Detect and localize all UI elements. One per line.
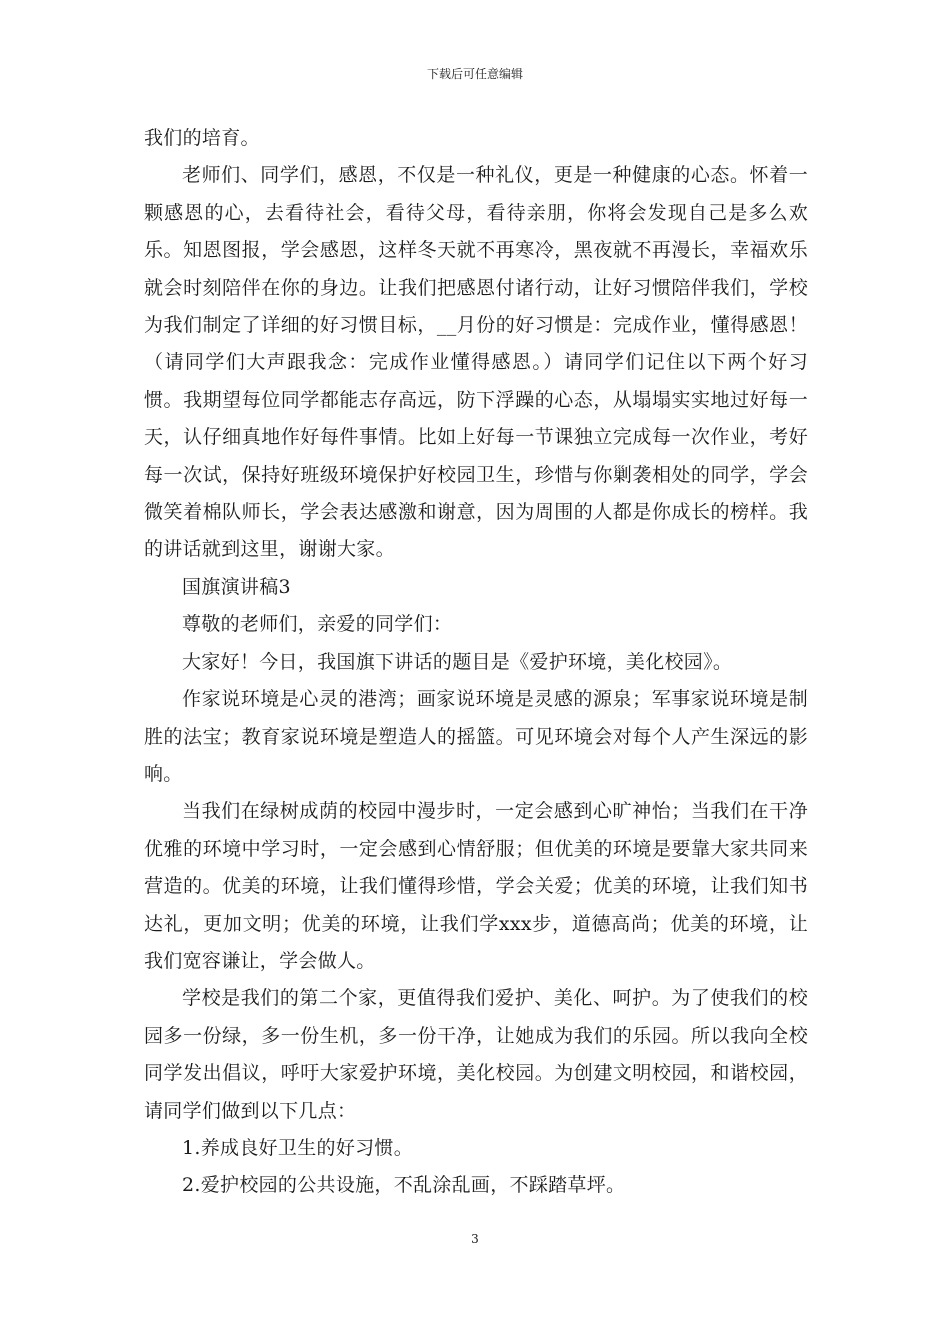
page-number: 3 (471, 1232, 479, 1246)
page-header: 下载后可任意编辑 (426, 67, 523, 81)
list-item-1: 1.养成良好卫生的好习惯。 (182, 1136, 414, 1159)
paragraph-gratitude: 老师们、同学们，感恩，不仅是一种礼仪，更是一种健康的心态。怀着一颗感恩的心，去看待社会，看待父母，看待亲朋，你将会发现自己是多么欢乐。知恩图报，学会感恩，这样冬天就不再寒冷，黑夜就不再漫长，幸福欢乐就会时刻陪伴在你的身边。让我们把感恩付诸行动，让好习惯陪伴我们，学校为我们制定了详细的好习惯目标，__月份的好习惯是：完成作业，懂得感恩！（请同学们大声跟我念：完成作业懂得感恩。）请同学们记住以下两个好习惯。我期望每位同学都能志存高远，防下浮躁的心态，从塌塌实实地过好每一天，认仔细真地作好每件事情。比如上好每一节课独立完成每一次作业，考好每一次试，保持好班级环境保护好校园卫生，珍惜与你剿袭相处的同学，学会微笑着棉队师长，学会表达感激和谢意，因为周围的人都是你成长的榜样。我的讲话就到这里，谢谢大家。 (144, 164, 808, 561)
list-item-2: 2.爱护校园的公共设施，不乱涂乱画，不踩踏草坪。 (182, 1174, 626, 1197)
greeting: 大家好！今日，我国旗下讲话的题目是《爱护环境，美化校园》。 (182, 650, 733, 673)
salutation: 尊敬的老师们，亲爱的同学们： (182, 613, 453, 636)
paragraph-environment-quotes: 作家说环境是心灵的港湾；画家说环境是灵感的源泉；军事家说环境是制胜的法宝；教育家说环境是塑造人的摇篮。可见环境会对每个人产生深远的影响。 (144, 688, 808, 785)
section-title: 国旗演讲稿3 (182, 575, 291, 598)
paragraph-continuation: 我们的培育。 (144, 127, 260, 149)
paragraph-beautiful-environment: 当我们在绿树成荫的校园中漫步时，一定会感到心旷神怡；当我们在干净优雅的环境中学习时，一定会感到心情舒服；但优美的环境是要靠大家共同来营造的。优美的环境，让我们懂得珍惜，学会关爱；优美的环境，让我们知书达礼，更加文明；优美的环境，让我们学xxx步，道德高尚；优美的环境，让我们宽容谦让，学会做人。 (144, 800, 808, 972)
document-body (144, 120, 808, 1205)
paragraph-school-home: 学校是我们的第二个家，更值得我们爱护、美化、呵护。为了使我们的校园多一份绿，多一份生机，多一份干净，让她成为我们的乐园。所以我向全校同学发出倡议，呼吁大家爱护环境，美化校园。为创建文明校园，和谐校园，请同学们做到以下几点： (144, 987, 808, 1122)
